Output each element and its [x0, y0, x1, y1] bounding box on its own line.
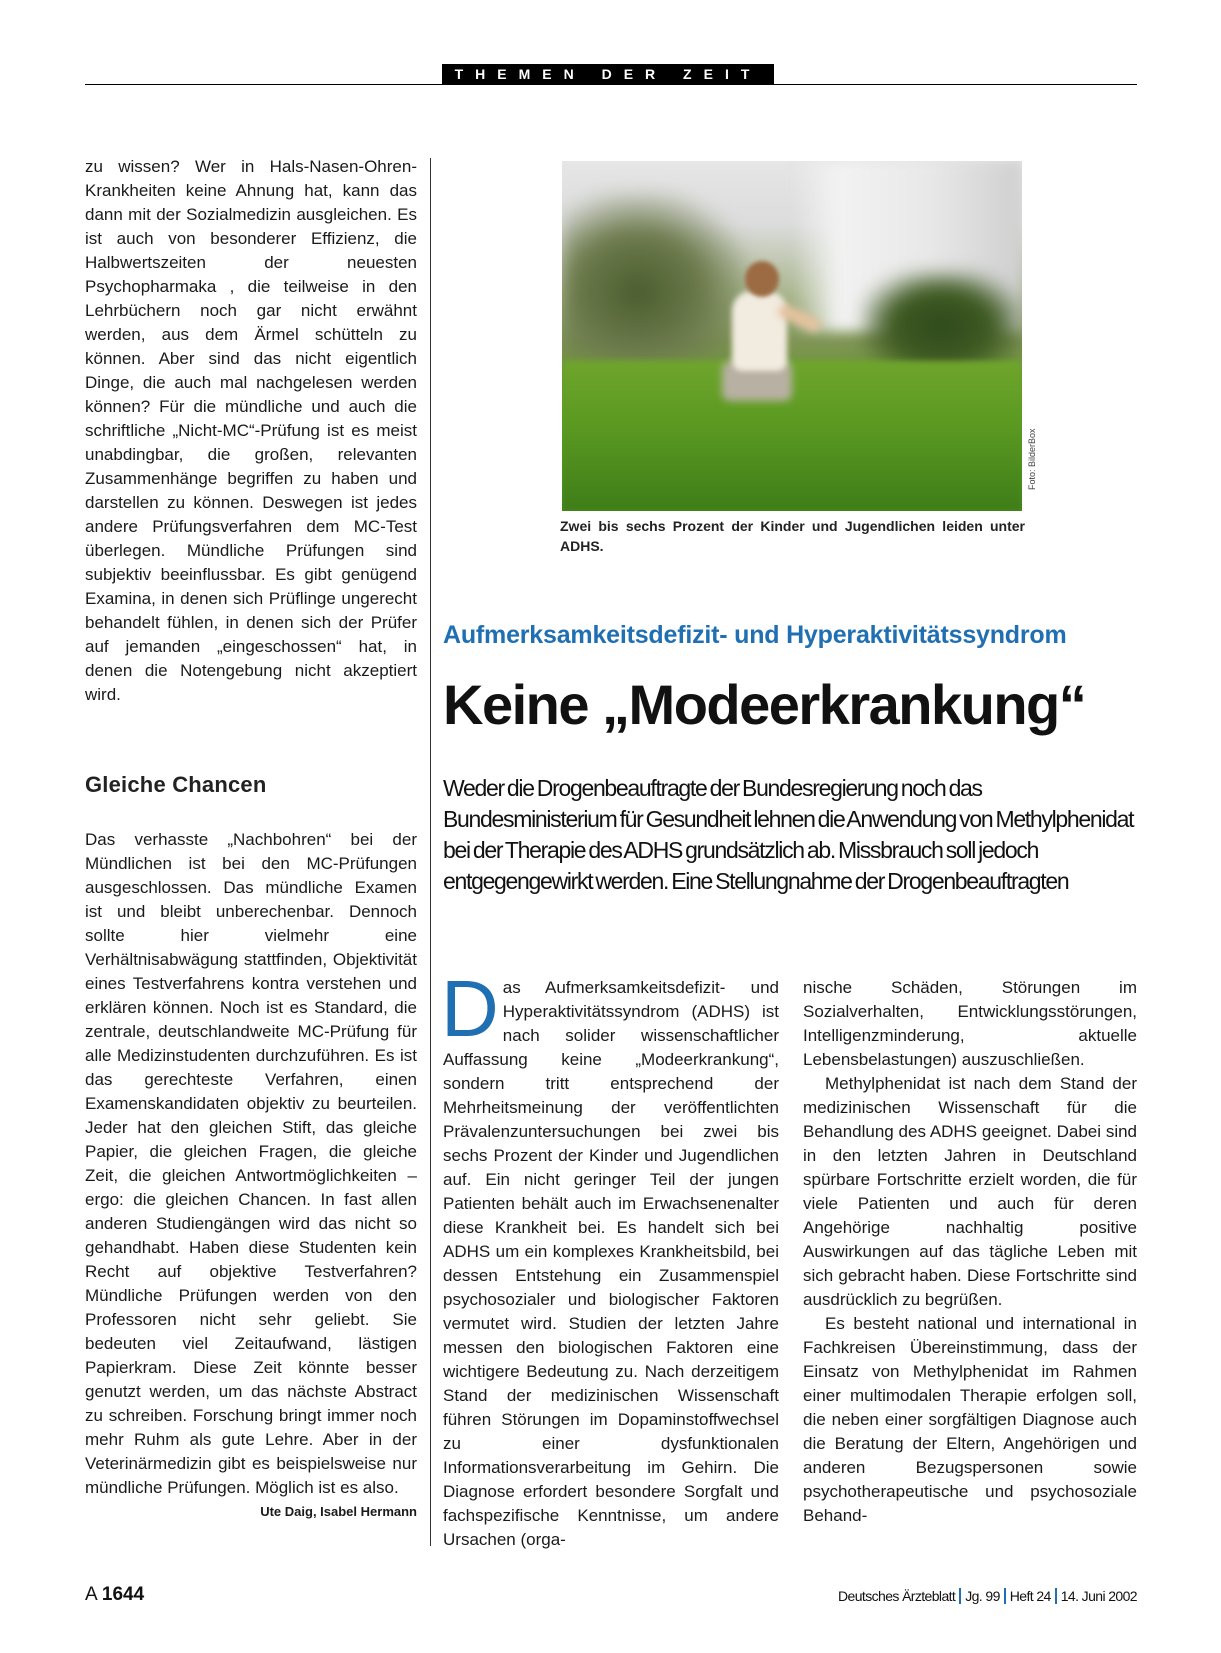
left-column-top [85, 155, 417, 707]
photo-credit: Foto: BilderBox [1027, 428, 1037, 490]
article-lead: Weder die Drogenbeauftragte der Bundesregierung noch das Bundesministerium für Gesundheit lehnen die Anwendung von Methylphenidat bei der Therapie des ADHS grundsätzlich ab. Missbrauch soll jedoch entgegengewirkt werden. Eine Stellungnahme der Drogenbeauftragten [443, 775, 1134, 894]
photo-child-body [732, 291, 787, 371]
left-paragraph-2 [85, 828, 417, 1519]
article-kicker: Aufmerksamkeitsdefizit- und Hyperaktivitätssyndrom [443, 621, 1067, 649]
article-headline: Keine „Modeerkrankung“ [443, 673, 1086, 736]
running-child-photo [562, 161, 1022, 511]
page-number [85, 1584, 144, 1606]
footer-separator [959, 1588, 961, 1604]
section-subheading: Gleiche Chancen [85, 772, 267, 797]
article-paragraph-3: Methylphenidat ist nach dem Stand der medizinischen Wissenschaft für die Behandlung des ADHS geeignet. Dabei sind in den letzten Jahren in Deutschland spürbare Fortschritte erzielt worden, die für viele Patienten und auch für deren Angehörige nachhaltig positive Auswirkungen auf das tägliche Leben mit sich gebracht haben. Diese Fortschritte sind ausdrücklich zu begrüßen. [803, 1074, 1137, 1309]
journal-issue: Heft 24 [1009, 1588, 1051, 1604]
photo-grass [562, 361, 1022, 511]
left-paragraph-2-text: Das verhasste „Nachbohren“ bei der Mündlichen ist bei den MC-Prüfungen ausgeschlossen. Das mündliche Examen ist und bleibt unberechenbar. Dennoch sollte hier vielmehr eine Verhältnisabwägung stattfinden, Objektivität eines Testverfahrens kontra verstehen und erklären können. Noch ist es Standard, die zentrale, deutschlandweite MC-Prüfung für alle Medizinstudenten durchzuführen. Es ist das gerechteste Verfahren, einen Examenskandidaten objektiv zu beurteilen. Jeder hat den gleichen Stift, das gleiche Papier, die gleichen Fragen, die gleiche Zeit, die gleichen Antwortmöglichkeiten – ergo: die gleichen Chancen. In fast allen anderen Studiengängen wird das nicht so gehandhabt. Haben diese Studenten kein Recht auf objektive Testverfahren? Mündliche Prüfungen werden von den Professoren nicht sehr geliebt. Sie bedeuten viel Zeitaufwand, lästigen Papierkram. Diese Zeit könnte besser genutzt werden, um das nächste Abstract zu schreiben. Forschung bringt immer noch mehr Ruhm als gute Lehre. Aber in der Veterinärmedizin gibt es beispielsweise nur mündliche Prüfungen. Möglich ist es also. [85, 830, 417, 1497]
journal-footer [838, 1588, 1137, 1604]
article-column-2 [803, 976, 1137, 1528]
photo-caption: Zwei bis sechs Prozent der Kinder und Jugendlichen leiden unter ADHS. [560, 518, 1025, 554]
section-label: THEMEN DER ZEIT [442, 64, 774, 85]
column-divider [430, 158, 431, 1546]
journal-name: Deutsches Ärzteblatt [838, 1588, 956, 1604]
journal-date: 14. Juni 2002 [1060, 1588, 1137, 1604]
article-paragraph-4: Es besteht national und international in Fachkreisen Übereinstimmung, dass der Einsatz von Methylphenidat im Rahmen einer multimodalen Therapie erfolgen soll, die neben einer sorgfältigen Diagnose auch die Beratung der Eltern, Angehörigen und anderen Bezugspersonen sowie psychotherapeutische und psychosoziale Behand- [803, 1314, 1137, 1525]
page-number-value: 1644 [101, 1584, 145, 1605]
footer-separator [1055, 1588, 1057, 1604]
photo-child-head [745, 261, 779, 297]
photo-trees-left [562, 191, 752, 361]
page-prefix: A [85, 1584, 97, 1605]
left-column-bottom [85, 828, 417, 1524]
left-paragraph-1: zu wissen? Wer in Hals-Nasen-Ohren-Krankheiten keine Ahnung hat, kann das dann mit der Sozialmedizin ausgleichen. Es ist auch von besonderer Effizienz, die Halbwertszeiten der neuesten Psychopharmaka , die teilweise in den Lehrbüchern noch gar nicht erwähnt werden, aus dem Ärmel schütteln zu können. Aber sind das nicht eigentlich Dinge, die auch mal nachgelesen werden können? Für die mündliche und auch die schriftliche „Nicht-MC“-Prüfung ist es meist unabdingbar, die großen, relevanten Zusammenhänge begriffen zu haben und darstellen zu können. Deswegen ist jedes andere Prüfungsverfahren dem MC-Test überlegen. Mündliche Prüfungen sind subjektiv beeinflussbar. Es gibt genügend Examina, in denen sich Prüflinge ungerecht behandelt fühlen, in denen sich der Prüfer auf jemanden „eingeschossen“ hat, in denen die Notengebung nicht akzeptiert wird. [85, 157, 417, 704]
article-paragraph-1-text: as Aufmerksamkeitsdefizit- und Hyperaktivitätssyndrom (ADHS) ist nach solider wissenschaftlicher Auffassung keine „Modeerkrankung“, sondern tritt entsprechend der Mehrheitsmeinung der veröffentlichten Prävalenzuntersuchungen bei zwei bis sechs Prozent der Kinder und Jugendlichen auf. Ein nicht geringer Teil der jungen Patienten behält auch im Erwachsenenalter diese Krankheit bei. Es handelt sich bei ADHS um ein komplexes Krankheitsbild, bei dessen Entstehung ein Zusammenspiel psychosozialer und biologischer Faktoren vermutet wird. Studien der letzten Jahre messen den biologischen Faktoren eine wichtigere Bedeutung zu. Nach derzeitigem Stand der medizinischen Wissenschaft führen Störungen im Dopaminstoffwechsel zu einer dysfunktionalen Informationsverarbeitung im Gehirn. Die Diagnose erfordert besondere Sorgfalt und fachspezifische Kenntnisse, um andere Ursachen (orga- [443, 978, 779, 1549]
article-paragraph-2: nische Schäden, Störungen im Sozialverhalten, Entwicklungsstörungen, Intelligenzminderung, aktuelle Lebensbelastungen) auszuschließen. [803, 978, 1137, 1069]
footer-separator [1004, 1588, 1006, 1604]
article-column-1 [441, 964, 779, 1552]
article-paragraph-1 [441, 964, 779, 1552]
author-signature: Ute Daig, Isabel Hermann [260, 1504, 417, 1519]
journal-volume: Jg. 99 [965, 1588, 1000, 1604]
drop-cap: D [441, 964, 499, 1053]
